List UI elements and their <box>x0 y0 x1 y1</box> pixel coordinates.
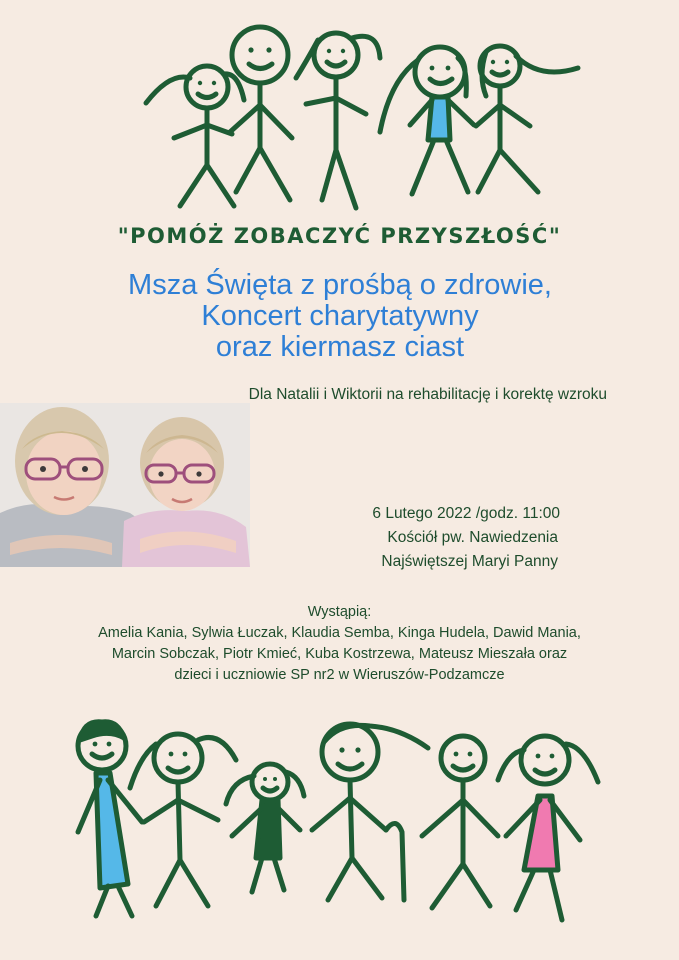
stick-figure-grandmother-cane <box>312 724 428 900</box>
fundraising-purpose: Dla Natalii i Wiktorii na rehabilitację i korektę wzroku <box>248 386 607 403</box>
girls-photo-illustration <box>0 403 250 567</box>
stick-figure-girl-2 <box>296 33 380 208</box>
stick-figure-boy-1 <box>230 27 292 200</box>
performers-line-3: dzieci i uczniowie SP nr2 w Wieruszów-Podzamcze <box>174 667 505 683</box>
event-details <box>330 502 575 574</box>
stick-figure-girl-pink-dress <box>498 736 598 920</box>
stick-figure-girl-blue-dress <box>380 47 474 194</box>
poster-title: "POMÓŻ ZOBACZYĆ PRZYSZŁOŚĆ" <box>117 224 562 248</box>
stick-figure-girl-1 <box>146 66 244 206</box>
stick-figure-boy-2 <box>422 736 498 908</box>
bottom-stick-figures-illustration <box>0 700 679 960</box>
performers-section <box>0 602 679 686</box>
performers-heading: Wystąpią: <box>307 604 372 620</box>
stick-figure-boy-blue-shirt <box>78 722 142 916</box>
event-location-line-1: Kościół pw. Nawiedzenia <box>387 529 558 546</box>
stick-figure-small-girl-dark-dress <box>226 764 304 892</box>
top-stick-figures-illustration <box>0 0 679 215</box>
performers-line-1: Amelia Kania, Sylwia Łuczak, Klaudia Semba, Kinga Hudela, Dawid Mania, <box>98 625 581 641</box>
performers-line-2: Marcin Sobczak, Piotr Kmieć, Kuba Kostrzewa, Mateusz Mieszała oraz <box>111 646 568 662</box>
event-subtitle <box>90 270 590 363</box>
girls-photo <box>0 403 250 567</box>
subtitle-line-bake-sale: oraz kiermasz ciast <box>215 331 465 363</box>
event-date-time: 6 Lutego 2022 /godz. 11:00 <box>372 505 560 522</box>
event-location-line-2: Najświętszej Maryi Panny <box>381 553 558 570</box>
stick-figure-girl-3 <box>476 46 578 192</box>
stick-figure-girl-4 <box>130 734 236 906</box>
subtitle-line-mass: Msza Święta z prośbą o zdrowie, <box>128 269 552 301</box>
subtitle-line-concert: Koncert charytatywny <box>201 300 479 332</box>
